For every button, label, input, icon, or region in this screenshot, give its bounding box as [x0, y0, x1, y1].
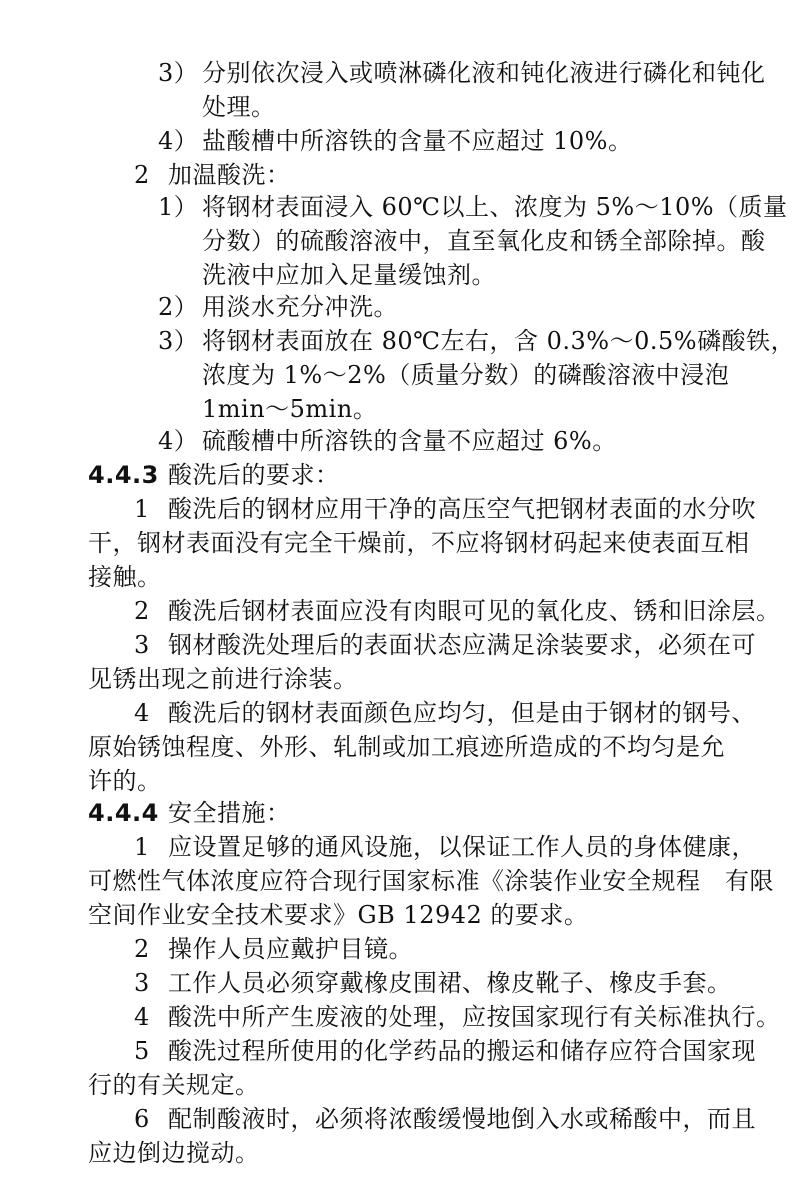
item-text: 将钢材表面浸入 60℃以上、浓度为 5%～10%（质量	[202, 193, 788, 221]
continuation-line	[202, 90, 276, 124]
clause-text: 可燃性气体浓度应符合现行国家标准《涂装作业安全规程 有限	[88, 867, 774, 895]
clause-text: 酸洗后的钢材表面颜色应均匀，但是由于钢材的钢号、	[168, 699, 756, 727]
item-marker: 3）	[158, 59, 199, 87]
clause-marker: 1	[134, 833, 150, 861]
continuation-line	[202, 392, 377, 426]
clause-text: 接触。	[88, 563, 162, 591]
clause-marker: 3	[134, 969, 150, 997]
item-marker: 2）	[158, 293, 199, 321]
continuation-line	[88, 526, 750, 560]
item-text: 将钢材表面放在 80℃左右，含 0.3%～0.5%磷酸铁，	[202, 327, 796, 355]
item-text: 1min～5min。	[202, 395, 378, 423]
item-text: 分数）的硫酸溶液中，直至氧化皮和锈全部除掉。酸	[202, 227, 766, 255]
clause-text: 酸洗过程所使用的化学药品的搬运和储存应符合国家现	[168, 1037, 756, 1065]
clause-4	[134, 696, 756, 730]
continuation-line	[88, 864, 774, 898]
list-item-3b	[158, 324, 795, 358]
continuation-line	[88, 1068, 260, 1102]
item-text: 硫酸槽中所溶铁的含量不应超过 6%。	[202, 427, 617, 455]
clause-marker: 2	[134, 161, 150, 189]
clause-text: 配制酸液时，必须将浓酸缓慢地倒入水或稀酸中，而且	[168, 1105, 756, 1133]
clause-text: 应设置足够的通风设施，以保证工作人员的身体健康，	[168, 833, 756, 861]
item-marker: 3）	[158, 327, 199, 355]
continuation-line	[88, 898, 588, 932]
item-marker: 4）	[158, 127, 199, 155]
clause-text: 见锈出现之前进行涂装。	[88, 665, 358, 693]
clause-marker: 4	[134, 1003, 150, 1031]
clause-1	[134, 492, 756, 526]
continuation-line	[202, 224, 766, 258]
section-heading-4-4-3	[88, 458, 340, 492]
continuation-line	[88, 1136, 260, 1170]
clause-2b	[134, 594, 781, 628]
clause-5	[134, 1034, 756, 1068]
clause-text: 工作人员必须穿戴橡皮围裙、橡皮靴子、橡皮手套。	[168, 969, 732, 997]
section-number: 4.4.3	[88, 461, 159, 489]
list-item-4	[158, 124, 632, 158]
clause-marker: 1	[134, 495, 150, 523]
continuation-line	[88, 662, 358, 696]
section-number: 4.4.4	[88, 799, 159, 827]
item-text: 盐酸槽中所溶铁的含量不应超过 10%。	[202, 127, 633, 155]
clause-text: 原始锈蚀程度、外形、轧制或加工痕迹所造成的不均匀是允	[88, 733, 725, 761]
clause-text: 酸洗后的钢材应用干净的高压空气把钢材表面的水分吹	[168, 495, 756, 523]
item-text: 洗液中应加入足量缓蚀剂。	[202, 261, 496, 289]
clause-1b	[134, 830, 756, 864]
clause-text: 加温酸洗：	[168, 161, 291, 189]
clause-marker: 4	[134, 699, 150, 727]
clause-marker: 5	[134, 1037, 150, 1065]
item-marker: 4）	[158, 427, 199, 455]
continuation-line	[202, 258, 496, 292]
continuation-line	[88, 560, 162, 594]
item-text: 分别依次浸入或喷淋磷化液和钝化液进行磷化和钝化	[202, 59, 766, 87]
clause-text: 应边倒边搅动。	[88, 1139, 260, 1167]
clause-marker: 2	[134, 935, 150, 963]
clause-text: 操作人员应戴护目镜。	[168, 935, 413, 963]
clause-2	[134, 158, 291, 192]
item-text: 浓度为 1%～2%（质量分数）的磷酸溶液中浸泡	[202, 361, 730, 389]
list-item-4b	[158, 424, 617, 458]
clause-text: 许的。	[88, 767, 162, 795]
list-item-2	[158, 290, 398, 324]
clause-3	[134, 628, 756, 662]
section-heading-4-4-4	[88, 796, 291, 830]
clause-6	[134, 1102, 756, 1136]
clause-text: 酸洗后钢材表面应没有肉眼可见的氧化皮、锈和旧涂层。	[168, 597, 781, 625]
item-text: 用淡水充分冲洗。	[202, 293, 398, 321]
section-title: 酸洗后的要求：	[168, 461, 340, 489]
list-item-1	[158, 190, 788, 224]
clause-text: 空间作业安全技术要求》GB 12942 的要求。	[88, 901, 589, 929]
item-text: 处理。	[202, 93, 276, 121]
continuation-line	[202, 358, 729, 392]
clause-marker: 3	[134, 631, 150, 659]
list-item-3	[158, 56, 766, 90]
clause-text: 行的有关规定。	[88, 1071, 260, 1099]
clause-text: 干，钢材表面没有完全干燥前，不应将钢材码起来使表面互相	[88, 529, 750, 557]
continuation-line	[88, 730, 725, 764]
clause-2c	[134, 932, 413, 966]
clause-text: 钢材酸洗处理后的表面状态应满足涂装要求，必须在可	[168, 631, 756, 659]
continuation-line	[88, 764, 162, 798]
clause-3b	[134, 966, 732, 1000]
item-marker: 1）	[158, 193, 199, 221]
clause-marker: 6	[134, 1105, 150, 1133]
clause-text: 酸洗中所产生废液的处理，应按国家现行有关标准执行。	[168, 1003, 781, 1031]
clause-4b	[134, 1000, 781, 1034]
clause-marker: 2	[134, 597, 150, 625]
section-title: 安全措施：	[168, 799, 291, 827]
